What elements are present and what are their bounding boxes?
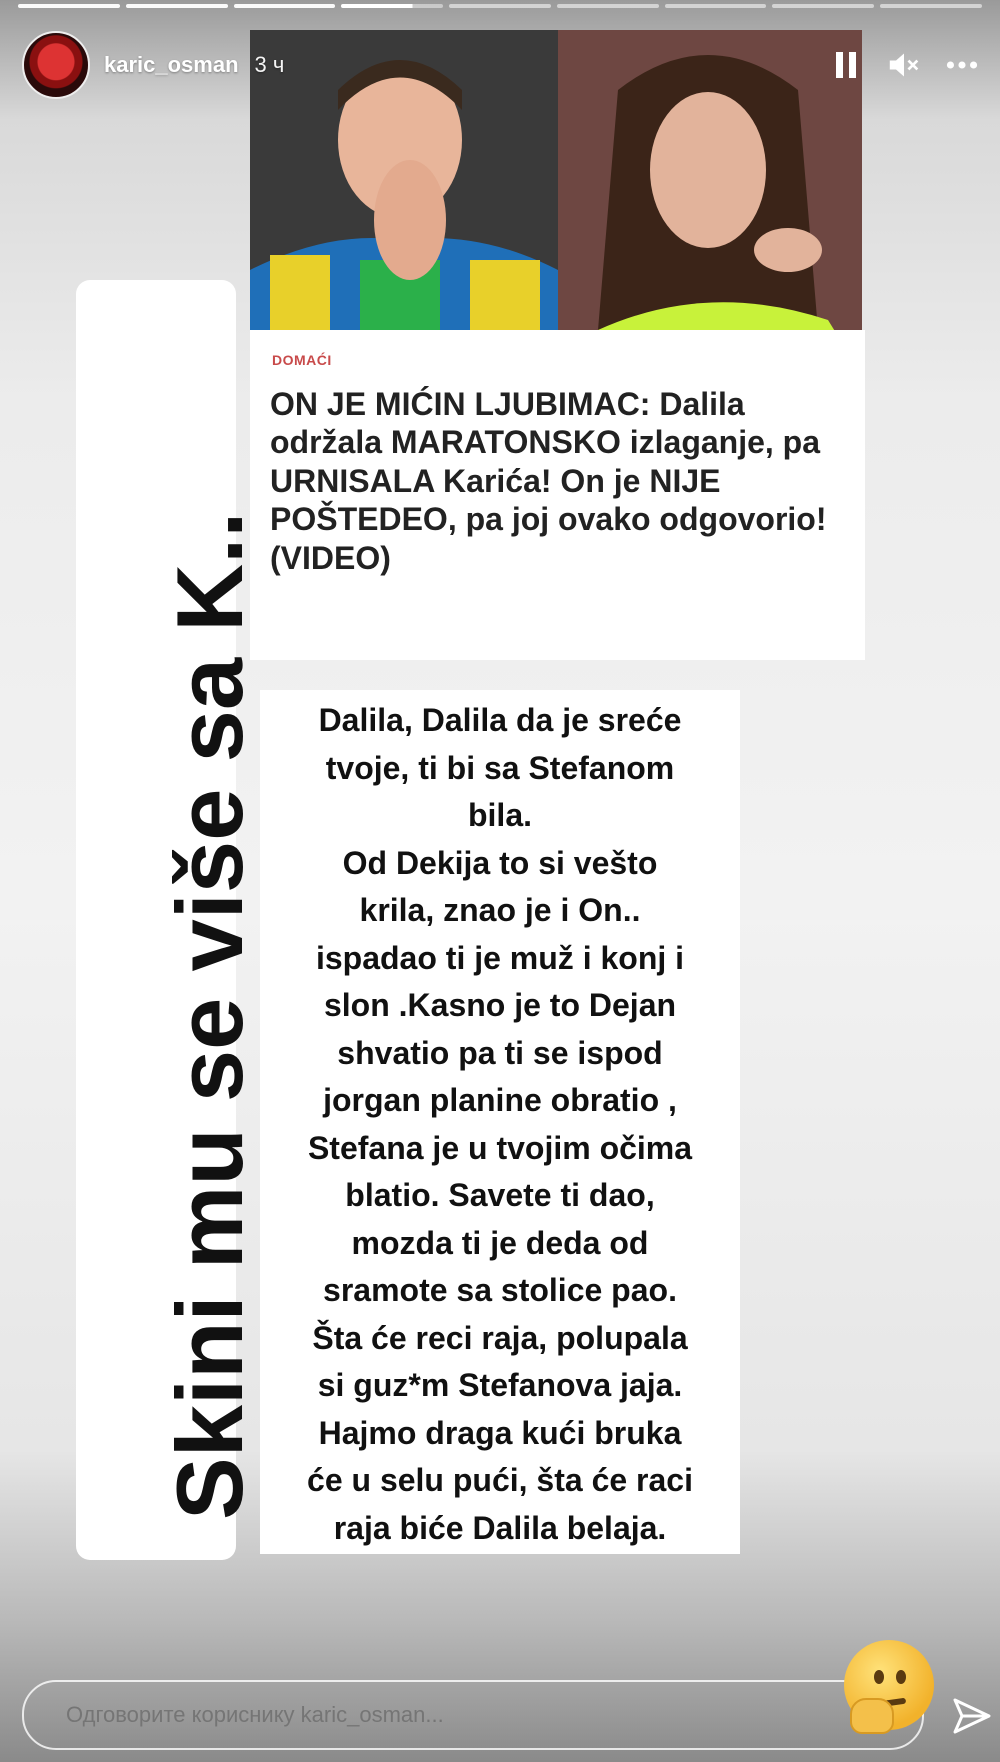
article-card[interactable] — [250, 330, 865, 660]
progress-segment-current — [341, 4, 443, 8]
post-time: 3 ч — [254, 52, 285, 77]
reply-bar — [22, 1680, 924, 1750]
thinking-face-emoji — [844, 1640, 934, 1730]
progress-segment — [126, 4, 228, 8]
progress-segment — [772, 4, 874, 8]
progress-segment — [18, 4, 120, 8]
header-controls — [830, 49, 978, 81]
progress-segment — [665, 4, 767, 8]
more-icon[interactable] — [946, 49, 978, 81]
poem-text: Dalila, Dalila da je sreće tvoje, ti bi sa Stefanom bila. Od Dekija to si vešto krila, znao je i On.. ispadao ti je muž i konj i slon .Kasno je to Dejan shvatio pa ti se ispod jorgan planine obratio , Stefana je u tvojim očima blatio. Savete ti dao, mozda ti je deda od sramote sa stolice pao. Šta će reci raja, polupala si guz*m Stefanova jaja. Hajmo draga kući bruka će u selu pući, šta će raci raja biće Dalila belaja. — [307, 702, 693, 1546]
progress-segment — [557, 4, 659, 8]
article-headline: ON JE MIĆIN LJUBIMAC: Dalila održala MARATONSKO izlaganje, pa URNISALA Karića! On je NIJE POŠTEDEO, pa joj ovako odgovorio! (VIDEO) — [270, 386, 827, 576]
username[interactable]: karic_osman — [104, 52, 239, 77]
send-icon[interactable] — [952, 1696, 992, 1736]
progress-segment — [234, 4, 336, 8]
article-category: DOMAĆI — [272, 352, 332, 368]
vertical-caption: Skini mu se više sa K.. — [157, 511, 262, 1520]
pause-icon[interactable] — [830, 49, 862, 81]
avatar[interactable] — [22, 31, 90, 99]
progress-segment — [449, 4, 551, 8]
progress-segment — [880, 4, 982, 8]
story-progress-bar — [18, 4, 982, 10]
story-header — [22, 30, 978, 100]
mute-icon[interactable] — [888, 49, 920, 81]
reply-input[interactable] — [64, 1701, 768, 1729]
